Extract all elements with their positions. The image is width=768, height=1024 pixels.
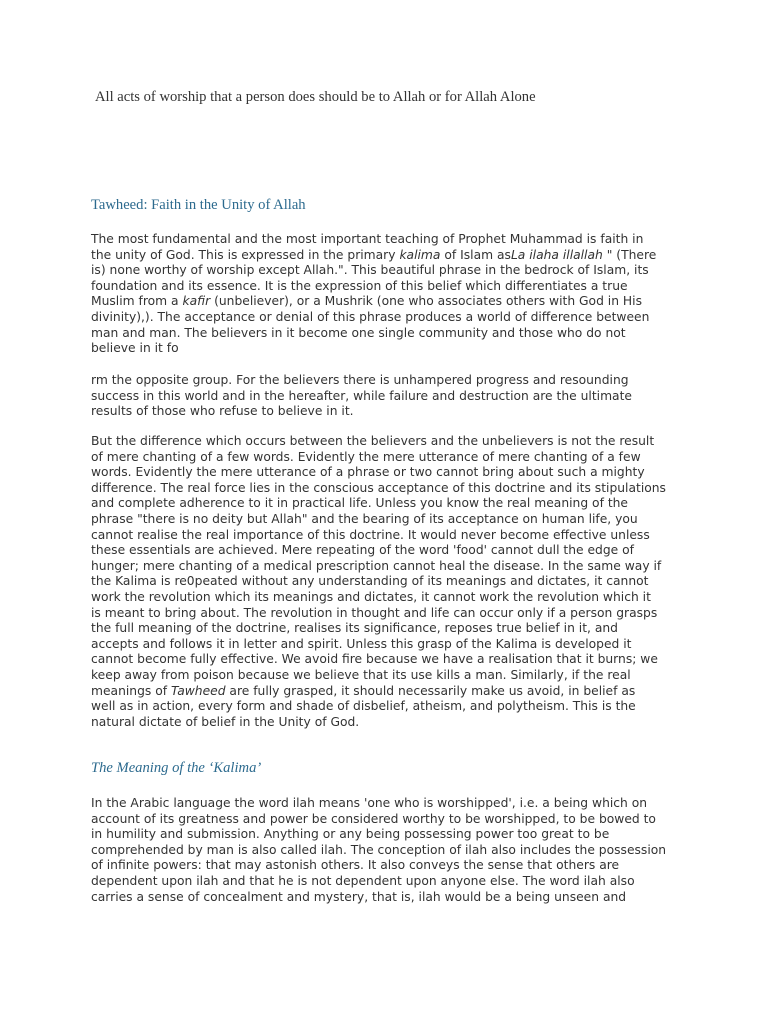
text-line: work the revolution which its meanings and dictates, it cannot work the revolution which it xyxy=(91,589,651,604)
text-line: divinity),). The acceptance or denial of this phrase produces a world of difference between xyxy=(91,309,650,324)
text-line: the full meaning of the doctrine, realises its significance, reposes true belief in it, and xyxy=(91,621,618,636)
text-line: the Kalima is re0peated without any understanding of its meanings and dictates, it cannot xyxy=(91,574,649,589)
text-line: is) none worthy of worship except Allah.". This beautiful phrase in the bedrock of Islam, its xyxy=(91,263,649,278)
text-line: In the Arabic language the word ilah means 'one who is worshipped', i.e. a being which on xyxy=(91,796,648,810)
text-line: man and man. The believers in it become one single community and those who do not xyxy=(91,325,626,340)
text-line: comprehended by man is also called ilah. The conception of ilah also includes the possession xyxy=(91,842,667,857)
section-heading-kalima: The Meaning of the ‘Kalima’ xyxy=(91,760,262,776)
paragraph-tawheed-1 xyxy=(91,232,691,357)
text-line: of mere chanting of a few words. Evidently the mere utterance of mere chanting of a few xyxy=(91,449,641,464)
text-line: well as in action, every form and shade of disbelief, atheism, and polytheism. This is the xyxy=(91,699,636,714)
text-line: cannot become fully effective. We avoid fire because we have a realisation that it burns; we xyxy=(91,652,658,667)
text-line: foundation and its essence. It is the expression of this belief which differentiates a true xyxy=(91,278,628,293)
text-line: success in this world and in the hereafter, while failure and destruction are the ultimate xyxy=(91,388,632,403)
text-line: these essentials are achieved. Mere repeating of the word 'food' cannot dull the edge of xyxy=(91,543,634,558)
paragraph-tawheed-3 xyxy=(91,434,691,730)
text-line: Muslim from a kafir (unbeliever), or a Mushrik (one who associates others with God in His xyxy=(91,294,642,309)
text-line: believe in it fo xyxy=(91,341,179,356)
paragraph-tawheed-2 xyxy=(91,373,691,420)
text-line: and complete adherence to it in practical life. Unless you know the real meaning of the xyxy=(91,496,628,511)
text-line: account of its greatness and power be considered worthy to be worshipped, to be bowed to xyxy=(91,811,656,826)
text-line: in humility and submission. Anything or any being possessing power too great to be xyxy=(91,827,610,842)
text-line: dependent upon ilah and that he is not dependent upon anyone else. The word ilah also xyxy=(91,873,635,888)
text-line: meanings of Tawheed are fully grasped, it should necessarily make us avoid, in belief as xyxy=(91,683,636,698)
text-line: words. Evidently the mere utterance of a phrase or two cannot bring about such a mighty xyxy=(91,465,645,480)
text-line: of infinite powers: that may astonish others. It also conveys the sense that others are xyxy=(91,858,620,873)
text-line: accepts and follows it in letter and spirit. Unless this grasp of the Kalima is developed it xyxy=(91,636,632,651)
text-line: keep away from poison because we believe that its use kills a man. Similarly, if the real xyxy=(91,667,631,682)
text-line: difference. The real force lies in the conscious acceptance of this doctrine and its stipulations xyxy=(91,480,666,495)
text-line: the unity of God. This is expressed in the primary kalima of Islam asLa ilaha illallah " (There xyxy=(91,247,657,262)
text-line: cannot realise the real importance of this doctrine. It would never become effective unless xyxy=(91,527,650,542)
text-line: rm the opposite group. For the believers there is unhampered progress and resounding xyxy=(91,373,629,387)
paragraph-kalima-1 xyxy=(91,796,691,905)
text-line: natural dictate of belief in the Unity of God. xyxy=(91,714,360,729)
text-line: carries a sense of concealment and mystery, that is, ilah would be a being unseen and xyxy=(91,889,627,904)
text-line: The most fundamental and the most important teaching of Prophet Muhammad is faith in xyxy=(91,232,644,246)
text-line: hunger; mere chanting of a medical prescription cannot heal the disease. In the same way if xyxy=(91,558,662,573)
section-heading-tawheed: Tawheed: Faith in the Unity of Allah xyxy=(91,197,306,213)
text-line: But the difference which occurs between the believers and the unbelievers is not the result xyxy=(91,434,655,448)
intro-text: All acts of worship that a person does should be to Allah or for Allah Alone xyxy=(95,89,536,105)
text-line: phrase "there is no deity but Allah" and the bearing of its acceptance on human life, you xyxy=(91,511,638,526)
text-line: results of those who refuse to believe in it. xyxy=(91,404,354,419)
text-line: is meant to bring about. The revolution in thought and life can occur only if a person grasps xyxy=(91,605,658,620)
